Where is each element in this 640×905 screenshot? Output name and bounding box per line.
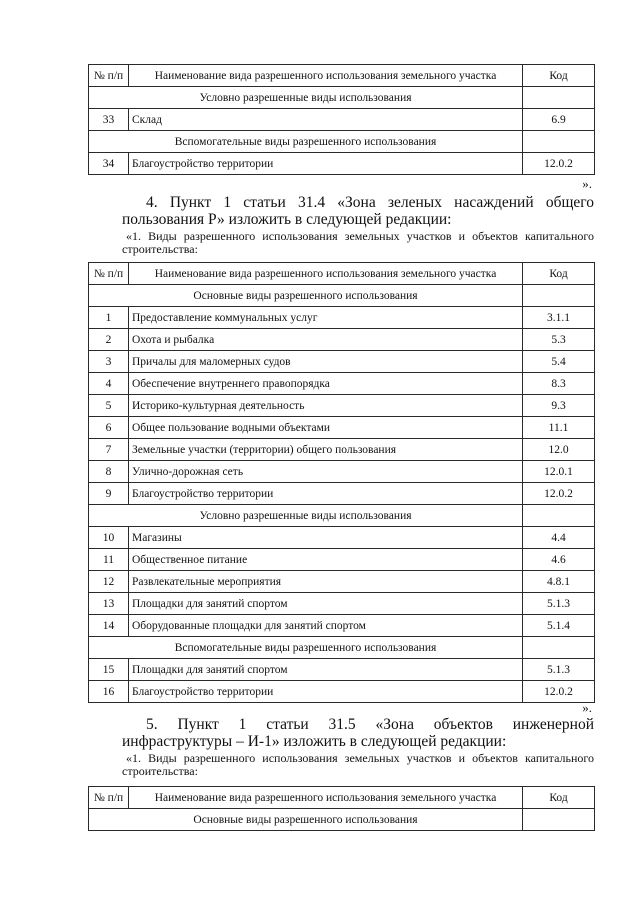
section-title: Основные виды разрешенного использования [89, 809, 523, 831]
section-row [89, 285, 595, 307]
row-number: 16 [89, 681, 129, 703]
row-code: 4.4 [523, 527, 595, 549]
table-row [89, 681, 595, 703]
section-code-cell [523, 809, 595, 831]
header-name: Наименование вида разрешенного использования земельного участка [129, 65, 523, 87]
table-3-body [89, 787, 595, 831]
table-row [89, 483, 595, 505]
table-row [89, 351, 595, 373]
row-name: Склад [129, 109, 523, 131]
table-row [89, 373, 595, 395]
row-code: 5.1.4 [523, 615, 595, 637]
end-quote-2: ». [582, 700, 592, 715]
header-name: Наименование вида разрешенного использования земельного участка [129, 787, 523, 809]
section-row [89, 87, 595, 109]
row-name: Обеспечение внутреннего правопорядка [129, 373, 523, 395]
point-5-subheading: «1. Виды разрешенного использования земельных участков и объектов капитального строительства: [122, 751, 594, 778]
row-code: 12.0.2 [523, 153, 595, 175]
row-number: 9 [89, 483, 129, 505]
section-code-cell [523, 87, 595, 109]
header-num: № п/п [89, 787, 129, 809]
section-row [89, 809, 595, 831]
row-code: 12.0.2 [523, 681, 595, 703]
section-row [89, 505, 595, 527]
header-num: № п/п [89, 263, 129, 285]
row-number: 5 [89, 395, 129, 417]
row-name: Улично-дорожная сеть [129, 461, 523, 483]
row-name: Общее пользование водными объектами [129, 417, 523, 439]
table-row [89, 527, 595, 549]
row-code: 4.6 [523, 549, 595, 571]
table-row [89, 593, 595, 615]
header-code: Код [523, 65, 595, 87]
row-number: 4 [89, 373, 129, 395]
table-row [89, 461, 595, 483]
table-row [89, 549, 595, 571]
section-title: Условно разрешенные виды использования [89, 505, 523, 527]
row-name: Развлекательные мероприятия [129, 571, 523, 593]
row-code: 6.9 [523, 109, 595, 131]
row-number: 13 [89, 593, 129, 615]
table-1-body [89, 65, 595, 175]
point-5-heading: 5. Пункт 1 статьи 31.5 «Зона объектов инженерной инфраструктуры – И-1» изложить в следующей редакции: [122, 716, 594, 750]
table-row [89, 571, 595, 593]
row-code: 12.0.1 [523, 461, 595, 483]
section-title: Условно разрешенные виды использования [89, 87, 523, 109]
table-row [89, 659, 595, 681]
row-number: 12 [89, 571, 129, 593]
table-header-row [89, 263, 595, 285]
row-name: Площадки для занятий спортом [129, 659, 523, 681]
row-name: Охота и рыбалка [129, 329, 523, 351]
section-title: Основные виды разрешенного использования [89, 285, 523, 307]
table-row [89, 109, 595, 131]
row-name: Благоустройство территории [129, 153, 523, 175]
row-code: 5.3 [523, 329, 595, 351]
row-number: 7 [89, 439, 129, 461]
row-number: 34 [89, 153, 129, 175]
point-4-subheading: «1. Виды разрешенного использования земельных участков и объектов капитального строительства: [122, 229, 594, 256]
section-code-cell [523, 285, 595, 307]
row-code: 12.0.2 [523, 483, 595, 505]
table-row [89, 307, 595, 329]
header-code: Код [523, 263, 595, 285]
row-number: 15 [89, 659, 129, 681]
row-number: 8 [89, 461, 129, 483]
row-code: 5.4 [523, 351, 595, 373]
row-name: Общественное питание [129, 549, 523, 571]
row-code: 5.1.3 [523, 593, 595, 615]
header-num: № п/п [89, 65, 129, 87]
row-number: 3 [89, 351, 129, 373]
row-name: Историко-культурная деятельность [129, 395, 523, 417]
table-row [89, 329, 595, 351]
row-number: 33 [89, 109, 129, 131]
table-row [89, 439, 595, 461]
section-title: Вспомогательные виды разрешенного использования [89, 637, 523, 659]
row-code: 9.3 [523, 395, 595, 417]
section-row [89, 131, 595, 153]
section-code-cell [523, 637, 595, 659]
row-number: 10 [89, 527, 129, 549]
row-name: Магазины [129, 527, 523, 549]
end-quote-1: ». [582, 176, 592, 191]
table-row [89, 395, 595, 417]
row-code: 4.8.1 [523, 571, 595, 593]
row-code: 5.1.3 [523, 659, 595, 681]
row-code: 12.0 [523, 439, 595, 461]
section-code-cell [523, 505, 595, 527]
header-code: Код [523, 787, 595, 809]
header-name: Наименование вида разрешенного использования земельного участка [129, 263, 523, 285]
table-2 [88, 262, 595, 703]
row-name: Предоставление коммунальных услуг [129, 307, 523, 329]
section-code-cell [523, 131, 595, 153]
table-header-row [89, 65, 595, 87]
table-2-body [89, 263, 595, 703]
table-1 [88, 64, 595, 175]
point-4-heading: 4. Пункт 1 статьи 31.4 «Зона зеленых насаждений общего пользования Р» изложить в следующей редакции: [122, 194, 594, 228]
row-number: 2 [89, 329, 129, 351]
row-number: 14 [89, 615, 129, 637]
table-row [89, 615, 595, 637]
row-number: 1 [89, 307, 129, 329]
row-number: 11 [89, 549, 129, 571]
row-name: Оборудованные площадки для занятий спортом [129, 615, 523, 637]
row-code: 8.3 [523, 373, 595, 395]
table-row [89, 417, 595, 439]
row-number: 6 [89, 417, 129, 439]
row-name: Земельные участки (территории) общего пользования [129, 439, 523, 461]
section-row [89, 637, 595, 659]
table-row [89, 153, 595, 175]
row-name: Благоустройство территории [129, 681, 523, 703]
row-name: Благоустройство территории [129, 483, 523, 505]
row-name: Площадки для занятий спортом [129, 593, 523, 615]
row-code: 3.1.1 [523, 307, 595, 329]
table-header-row [89, 787, 595, 809]
section-title: Вспомогательные виды разрешенного использования [89, 131, 523, 153]
row-name: Причалы для маломерных судов [129, 351, 523, 373]
table-3 [88, 786, 595, 831]
row-code: 11.1 [523, 417, 595, 439]
